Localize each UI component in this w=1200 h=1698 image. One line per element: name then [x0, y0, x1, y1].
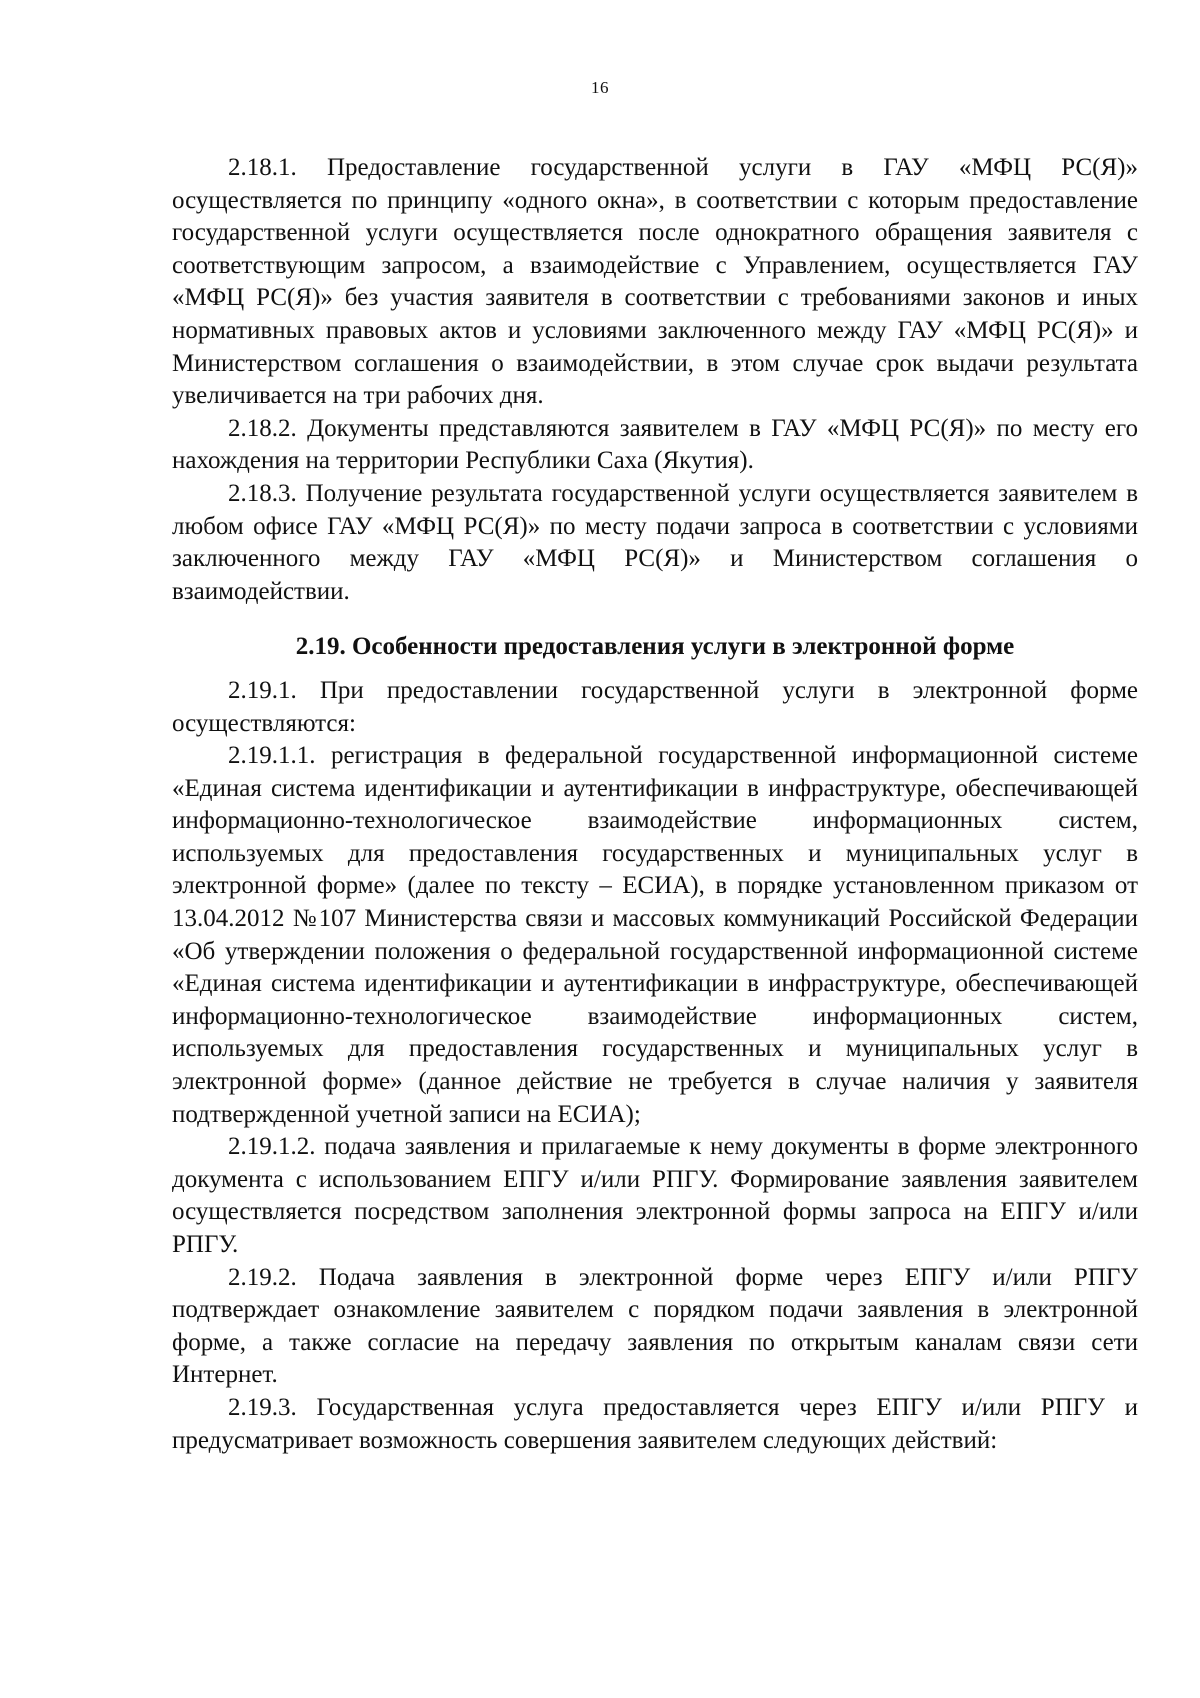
paragraph-2-18-3: 2.18.3. Получение результата государственной услуги осуществляется заявителем в любом офисе ГАУ «МФЦ РС(Я)» по месту подачи запроса в соответствии с условиями заключенного между ГАУ «МФЦ РС(Я)» и Министерством соглашения о взаимодействии.: [172, 479, 1138, 605]
paragraph-2-19-2: 2.19.2. Подача заявления в электронной форме через ЕПГУ и/или РПГУ подтверждает ознакомление заявителем с порядком подачи заявления в электронной форме, а также согласие на передачу заявления по открытым каналам связи сети Интернет.: [172, 1263, 1138, 1389]
paragraph-2-19-1: 2.19.1. При предоставлении государственной услуги в электронной форме осуществляются:: [172, 676, 1138, 737]
paragraph-2-19-1-1: 2.19.1.1. регистрация в федеральной государственной информационной системе «Единая система идентификации и аутентификации в инфраструктуре, обеспечивающей информационно-технологическое взаимодействие информационных систем, используемых для предоставления государственных и муниципальных услуг в электронной форме» (далее по тексту – ЕСИА), в порядке установленном приказом от 13.04.2012 №107 Министерства связи и массовых коммуникаций Российской Федерации «Об утверждении положения о федеральной государственной информационной системе «Единая система идентификации и аутентификации в инфраструктуре, обеспечивающей информационно-технологическое взаимодействие информационных систем, используемых для предоставления государственных и муниципальных услуг в электронной форме» (данное действие не требуется в случае наличия у заявителя подтвержденной учетной записи на ЕСИА);: [172, 742, 1138, 1128]
paragraph-2-18-2: 2.18.2. Документы представляются заявителем в ГАУ «МФЦ РС(Я)» по месту его нахождения на территории Республики Саха (Якутия).: [172, 414, 1138, 475]
section-heading-2-19: 2.19. Особенности предоставления услуги в электронной форме: [295, 633, 1015, 661]
paragraph-2-18-1: 2.18.1. Предоставление государственной услуги в ГАУ «МФЦ РС(Я)» осуществляется по принципу «одного окна», в соответствии с которым предоставление государственной услуги осуществляется после однократного обращения заявителя с соответствующим запросом, а взаимодействие с Управлением, осуществляется ГАУ «МФЦ РС(Я)» без участия заявителя в соответствии с требованиями законов и иных нормативных правовых актов и условиями заключенного между ГАУ «МФЦ РС(Я)» и Министерством соглашения о взаимодействии, в этом случае срок выдачи результата увеличивается на три рабочих дня.: [172, 154, 1138, 410]
paragraph-2-19-3: 2.19.3. Государственная услуга предоставляется через ЕПГУ и/или РПГУ и предусматривает возможность совершения заявителем следующих действий:: [172, 1393, 1138, 1454]
page-number: 16: [591, 78, 609, 97]
document-body: [172, 152, 1138, 1457]
paragraph-2-19-1-2: 2.19.1.2. подача заявления и прилагаемые к нему документы в форме электронного документа с использованием ЕПГУ и/или РПГУ. Формирование заявления заявителем осуществляется посредством заполнения электронной формы запроса на ЕПГУ и/или РПГУ.: [172, 1133, 1138, 1258]
